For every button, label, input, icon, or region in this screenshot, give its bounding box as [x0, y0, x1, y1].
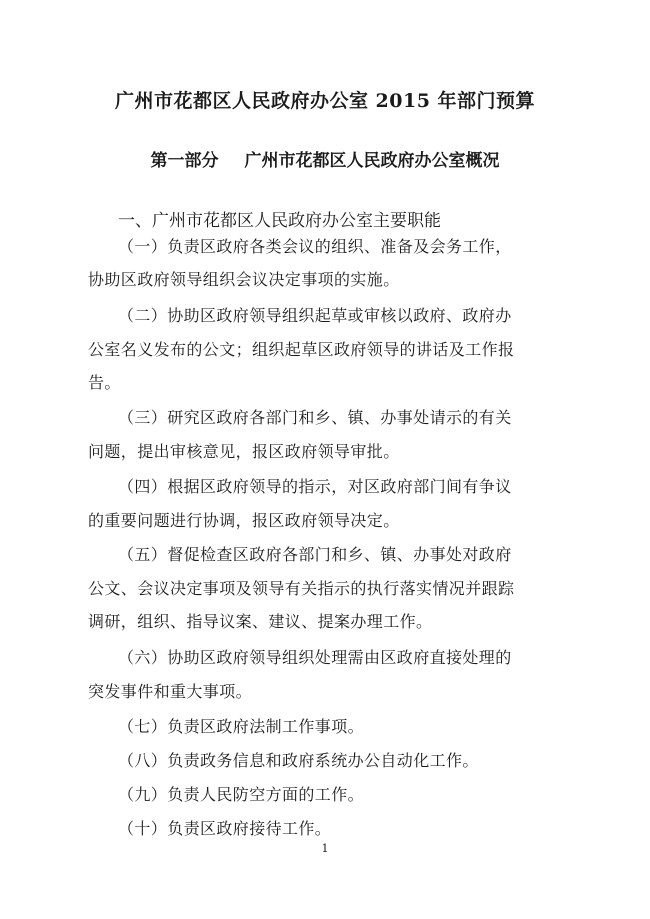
part-label: 第一部分: [150, 151, 219, 171]
text-line: 突发事件和重大事项。: [88, 682, 253, 701]
text-line: （五）督促检查区政府各部门和乡、镇、办事处对政府: [118, 545, 512, 564]
text-line: （九）负责人民防空方面的工作。: [118, 785, 365, 804]
text-line: 告。: [88, 373, 121, 392]
text-line: （八）负责政务信息和政府系统办公自动化工作。: [118, 751, 479, 770]
text-line: 的重要问题进行协调，报区政府领导决定。: [88, 511, 400, 530]
text-line: （七）负责区政府法制工作事项。: [118, 717, 365, 736]
text-line: （四）根据区政府领导的指示，对区政府部门间有争议: [118, 477, 512, 496]
text-line: （二）协助区政府领导组织起草或审核以政府、政府办: [118, 306, 512, 325]
page-number: 1: [321, 842, 329, 855]
part-name: 广州市花都区人民政府办公室概况: [244, 151, 500, 171]
text-line: （六）协助区政府领导组织处理需由区政府直接处理的: [118, 648, 512, 667]
section-heading: 一、广州市花都区人民政府办公室主要职能: [118, 211, 441, 231]
text-line: （一）负责区政府各类会议的组织、准备及会务工作，: [118, 237, 512, 256]
text-line: （十）负责区政府接待工作。: [118, 819, 332, 838]
text-line: 公文、会议决定事项及领导有关指示的执行落实情况并跟踪: [88, 579, 515, 598]
text-line: 公室名义发布的公文；组织起草区政府领导的讲话及工作报: [88, 340, 515, 359]
part-title: [0, 146, 650, 171]
document-title: 广州市花都区人民政府办公室 2015 年部门预算: [114, 90, 536, 112]
text-line: 协助区政府领导组织会议决定事项的实施。: [88, 270, 400, 289]
text-line: 调研，组织、指导议案、建议、提案办理工作。: [88, 612, 433, 631]
text-line: 问题，提出审核意见，报区政府领导审批。: [88, 442, 400, 461]
text-line: （三）研究区政府各部门和乡、镇、办事处请示的有关: [118, 408, 512, 427]
